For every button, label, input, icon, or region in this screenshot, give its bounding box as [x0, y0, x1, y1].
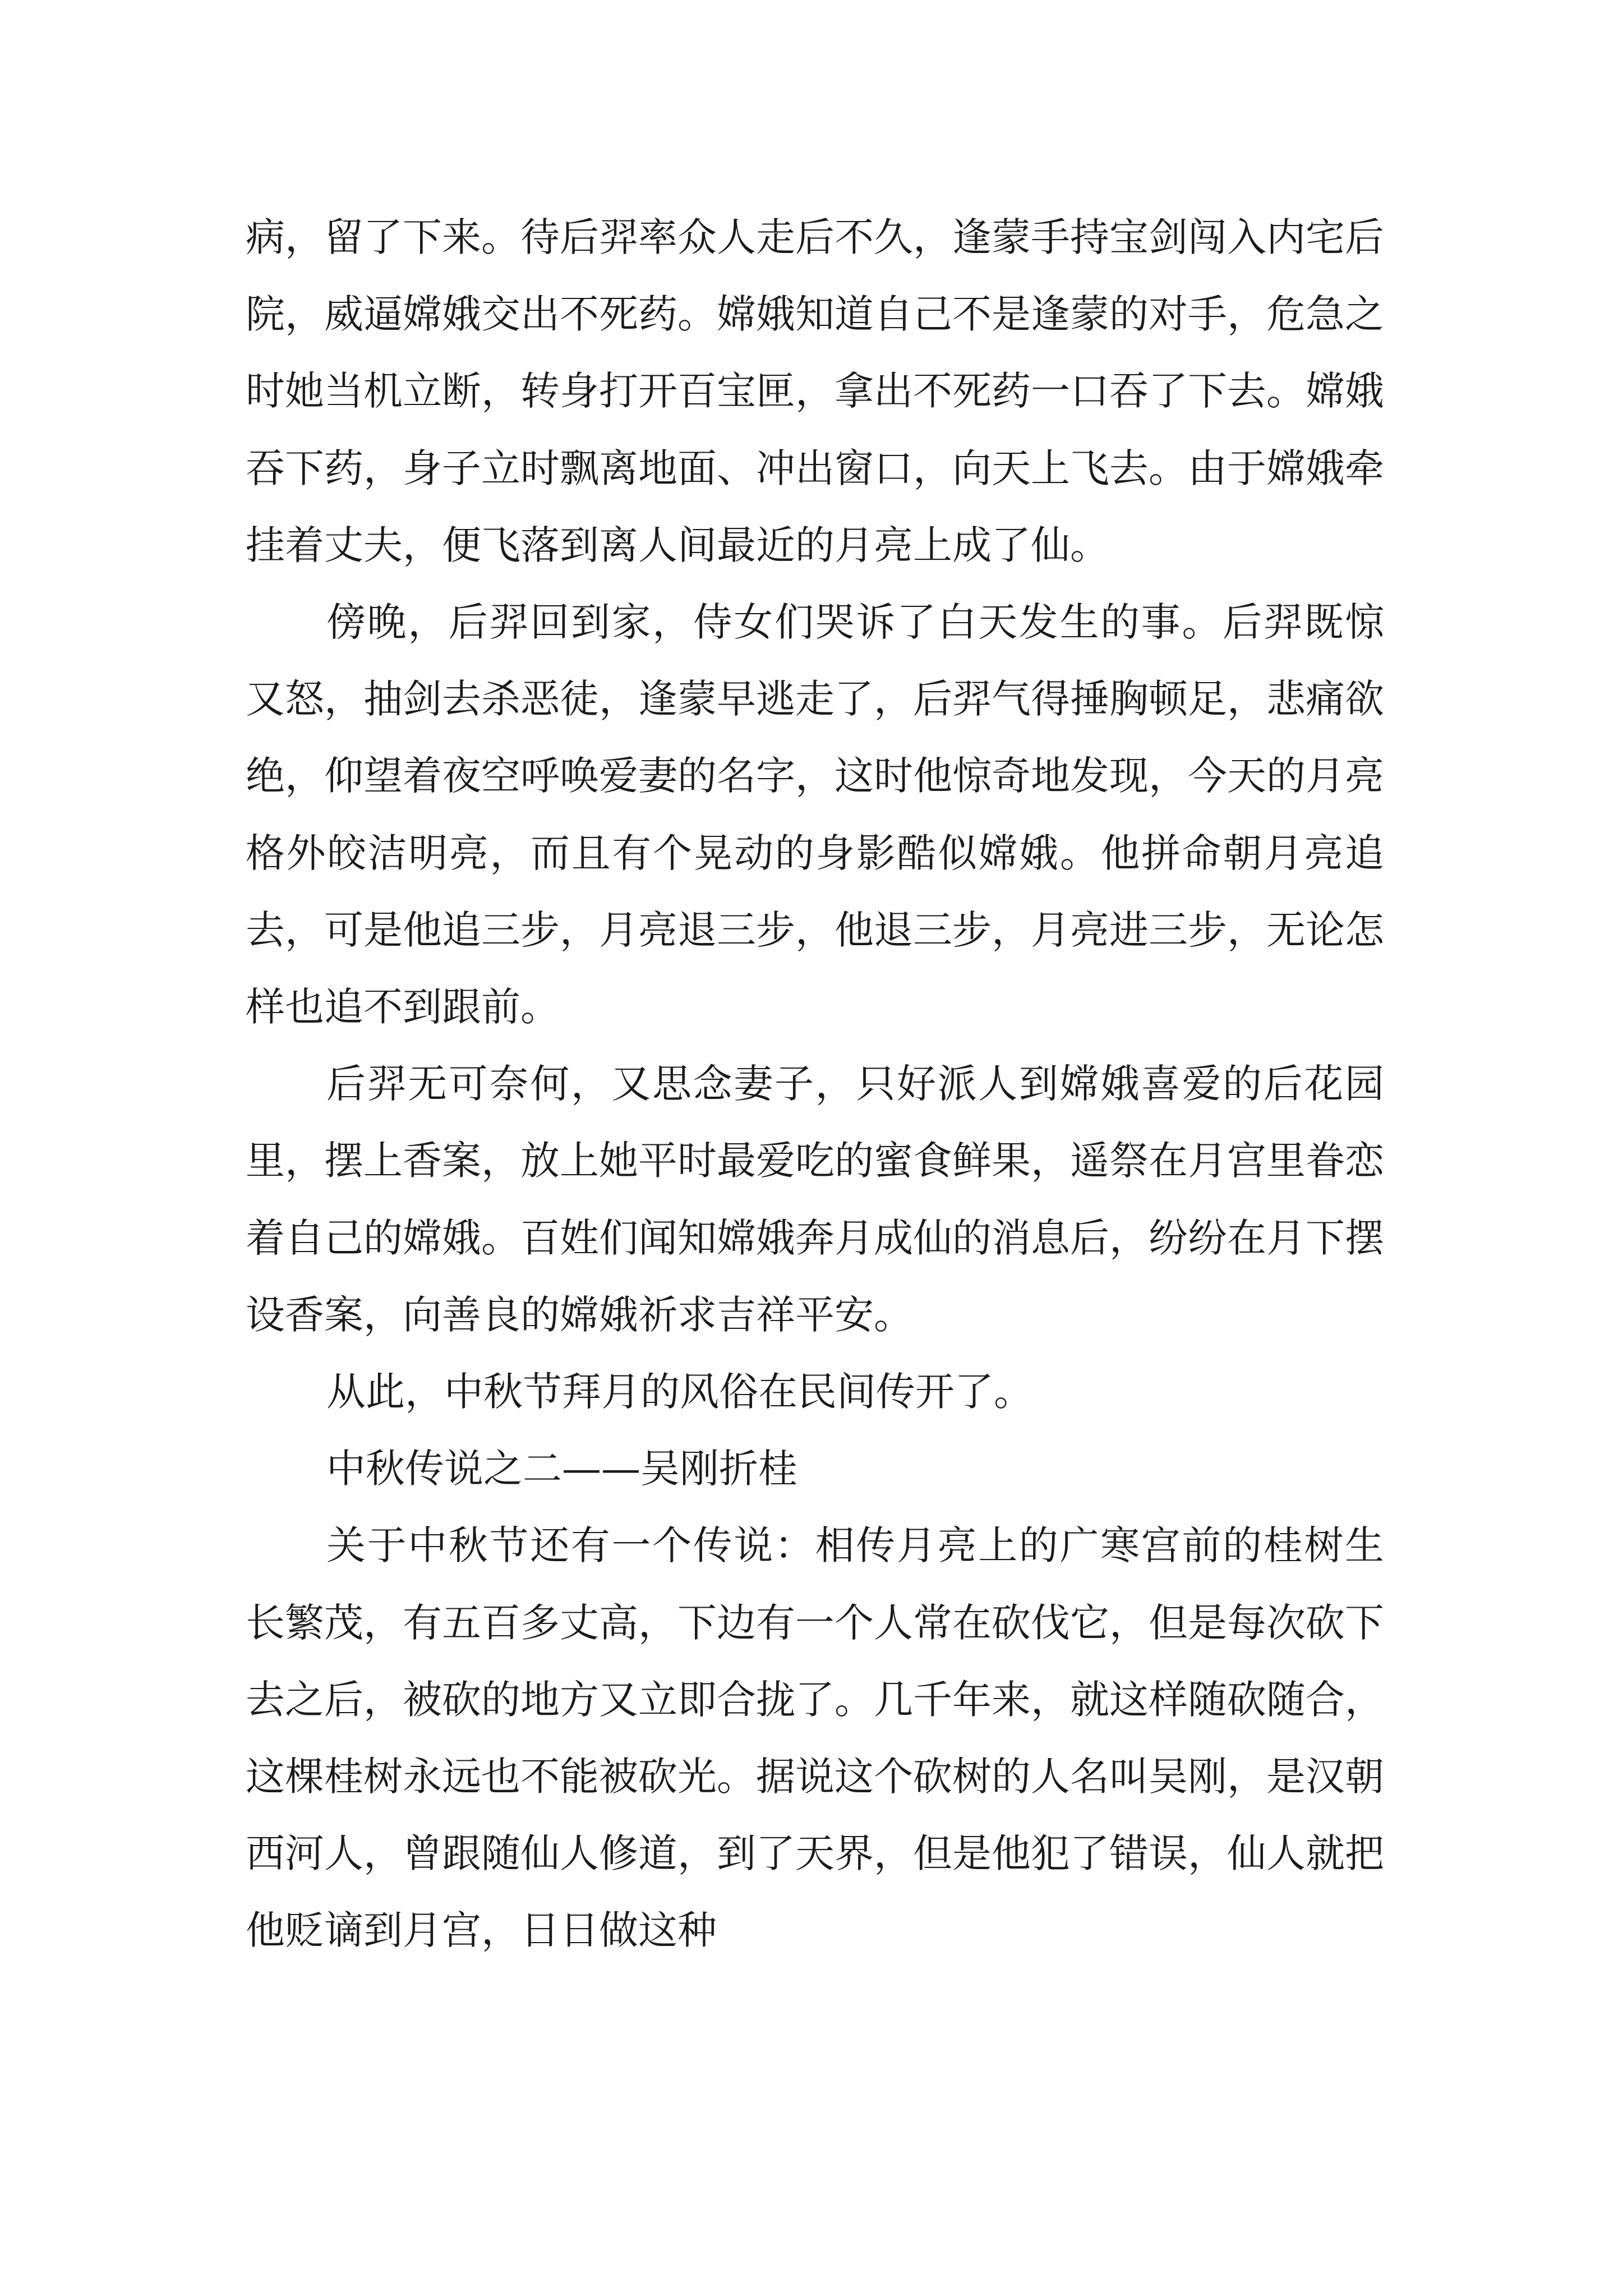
- section-heading-wugang: 中秋传说之二——吴刚折桂: [326, 1446, 797, 1492]
- paragraph-worship-moon: 后羿无可奈何，又思念妻子，只好派人到嫦娥喜爱的后花园里，摆上香案，放上她平时最爱吃的蜜食鲜果，遥祭在月宫里眷恋着自己的嫦娥。百姓们闻知嫦娥奔月成仙的消息后，纷纷在月下摆设香案，向善良的嫦娥祈求吉祥平安。: [246, 1061, 1384, 1338]
- paragraph-continuation: 病，留了下来。待后羿率众人走后不久，逢蒙手持宝剑闯入内宅后院，威逼嫦娥交出不死药。嫦娥知道自己不是逢蒙的对手，危急之时她当机立断，转身打开百宝匣，拿出不死药一口吞了下去。嫦娥吞下药，身子立时飘离地面、冲出窗口，向天上飞去。由于嫦娥牵挂着丈夫，便飞落到离人间最近的月亮上成了仙。: [246, 214, 1384, 568]
- body-text: [246, 199, 1384, 1970]
- paragraph-custom-spread: 从此，中秋节拜月的风俗在民间传开了。: [326, 1369, 1033, 1415]
- paragraph-houyi-returns: 傍晚，后羿回到家，侍女们哭诉了白天发生的事。后羿既惊又怒，抽剑去杀恶徒，逢蒙早逃走了，后羿气得捶胸顿足，悲痛欲绝，仰望着夜空呼唤爱妻的名字，这时他惊奇地发现，今天的月亮格外皎洁明亮，而且有个晃动的身影酷似嫦娥。他拼命朝月亮追去，可是他追三步，月亮退三步，他退三步，月亮进三步，无论怎样也追不到跟前。: [246, 599, 1384, 1030]
- paragraph-wugang-legend: 关于中秋节还有一个传说：相传月亮上的广寒宫前的桂树生长繁茂，有五百多丈高，下边有一个人常在砍伐它，但是每次砍下去之后，被砍的地方又立即合拢了。几千年来，就这样随砍随合，这棵桂树永远也不能被砍光。据说这个砍树的人名叫吴刚，是汉朝西河人，曾跟随仙人修道，到了天界，但是他犯了错误，仙人就把他贬谪到月宫，日日做这种: [246, 1522, 1384, 1954]
